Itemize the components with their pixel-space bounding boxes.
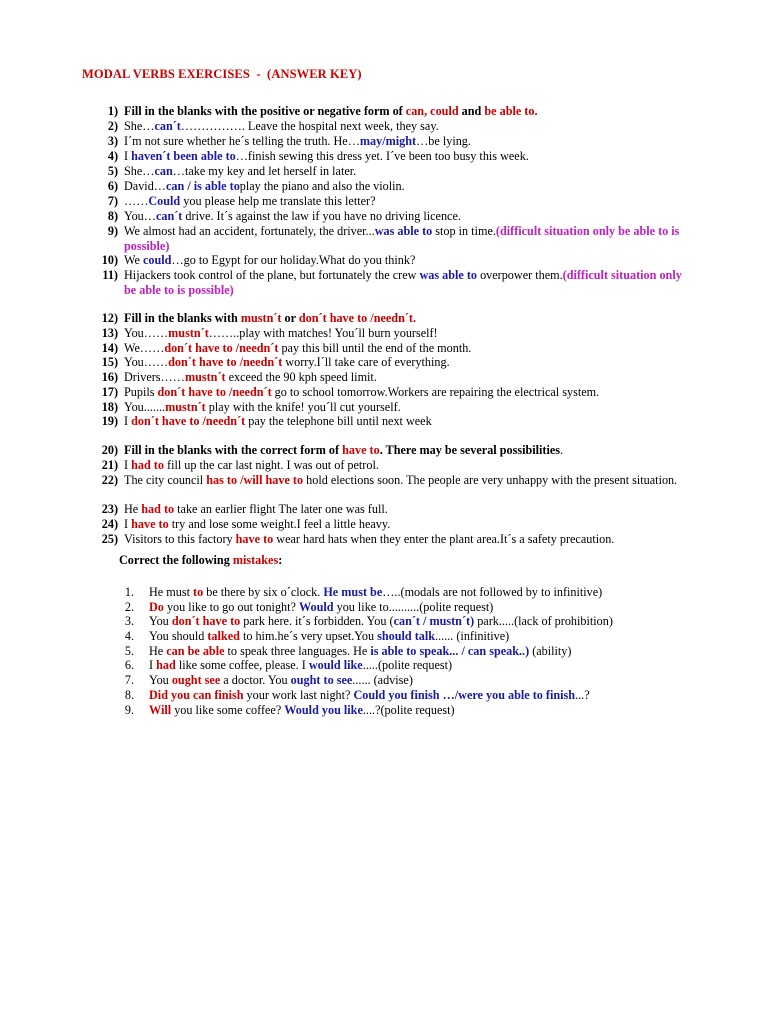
text-segment: David… <box>124 179 166 193</box>
item-number: 6) <box>107 179 118 193</box>
text-segment: mustn´t <box>168 326 209 340</box>
text-segment: park here. it´s forbidden. You ( <box>240 614 394 628</box>
text-segment: would like <box>308 658 363 672</box>
exercise-sentence <box>124 355 694 370</box>
text-segment: can, could <box>405 104 459 118</box>
exercise-sentence <box>124 370 694 385</box>
text-segment: be able to. <box>484 104 538 118</box>
item-number: 14) <box>101 341 118 355</box>
text-segment: Could <box>148 194 181 208</box>
corrections-heading <box>119 553 282 568</box>
text-segment: was able to <box>374 224 433 238</box>
text-segment: park.....(lack of prohibition) <box>474 614 613 628</box>
item-number: 9) <box>107 224 118 238</box>
exercise-sentence <box>124 517 694 532</box>
text-segment: you like to go out tonight? <box>163 600 299 614</box>
text-segment: can´t <box>155 209 183 223</box>
text-segment: was able to <box>419 268 478 282</box>
item-number: 12) <box>101 311 118 325</box>
correction-number: 1. <box>124 585 134 599</box>
exercise-sentence <box>124 253 694 268</box>
text-segment: She… <box>124 164 155 178</box>
text-segment: and <box>458 104 485 118</box>
text-segment: ought to see <box>290 673 353 687</box>
exercise-sentence <box>124 385 694 400</box>
text-segment: should talk <box>377 629 436 643</box>
correction-number: 4. <box>124 629 134 643</box>
text-segment: You…… <box>124 326 169 340</box>
text-segment: Visitors to this factory <box>124 532 236 546</box>
text-segment: don´t have to <box>171 614 241 628</box>
text-segment: .....(polite request) <box>362 658 453 672</box>
text-segment: like some coffee, please. I <box>175 658 309 672</box>
text-segment: to him.he´s very upset.You <box>239 629 378 643</box>
item-number: 13) <box>101 326 118 340</box>
text-segment: He <box>149 644 167 658</box>
correction-sentence <box>149 703 455 718</box>
text-segment: : <box>278 553 283 567</box>
text-segment: He <box>124 502 142 516</box>
correction-number: 5. <box>124 644 134 658</box>
exercise-sentence <box>124 209 694 224</box>
text-segment: drive. It´s against the law if you have no driving licence. <box>182 209 461 223</box>
text-segment: He must be <box>323 585 383 599</box>
text-segment: can´t <box>154 119 181 133</box>
text-segment: You <box>149 673 172 687</box>
text-segment: We <box>124 253 143 267</box>
exercise-sentence <box>124 179 694 194</box>
text-segment: I <box>124 458 132 472</box>
item-number: 25) <box>101 532 118 546</box>
text-segment: talked <box>207 629 240 643</box>
text-segment: to speak three languages. He <box>224 644 371 658</box>
text-segment: I <box>124 414 132 428</box>
text-segment: You <box>149 614 172 628</box>
item-number: 5) <box>107 164 118 178</box>
page-title: MODAL VERBS EXERCISES - (ANSWER KEY) <box>82 67 362 81</box>
text-segment: I <box>149 658 157 672</box>
correction-number: 6. <box>124 658 134 672</box>
item-number: 15) <box>101 355 118 369</box>
text-segment: You… <box>124 209 156 223</box>
text-segment: I <box>124 149 132 163</box>
text-segment: Fill in the blanks with the positive or negative form of <box>124 104 406 118</box>
item-number: 24) <box>101 517 118 531</box>
text-segment: mustn´t <box>184 370 226 384</box>
item-number: 2) <box>107 119 118 133</box>
text-segment: be there by six o´clock. <box>203 585 324 599</box>
exercise-sentence <box>124 400 694 415</box>
text-segment: try and lose some weight.I feel a little heavy. <box>168 517 391 531</box>
item-number: 7) <box>107 194 118 208</box>
exercise-sentence <box>124 134 694 149</box>
text-segment: had <box>156 658 176 672</box>
text-segment: (difficult situation only be able to is possible) <box>124 268 682 297</box>
exercise-sentence <box>124 104 694 119</box>
item-number: 22) <box>101 473 118 487</box>
text-segment: to <box>193 585 204 599</box>
item-number: 3) <box>107 134 118 148</box>
correction-number: 9. <box>124 703 134 717</box>
text-segment: ....?(polite request) <box>362 703 455 717</box>
text-segment: ……………. Leave the hospital next week, they say. <box>180 119 439 133</box>
correction-number: 3. <box>124 614 134 628</box>
text-segment: mustn´t <box>240 311 282 325</box>
text-segment: Fill in the blanks with the correct form of <box>124 443 343 457</box>
text-segment: don´t have to /needn´t <box>131 414 246 428</box>
text-segment: (ability) <box>529 644 572 658</box>
text-segment: I´m not sure whether he´s telling the truth. He… <box>124 134 360 148</box>
text-segment: have to <box>342 443 380 457</box>
text-segment: take an earlier flight The later one was full. <box>174 502 388 516</box>
text-segment: Fill in the blanks with <box>124 311 241 325</box>
text-segment: stop in time. <box>432 224 496 238</box>
text-segment: …go to Egypt for our holiday.What do you think? <box>171 253 416 267</box>
exercise-sentence <box>124 311 694 326</box>
text-segment: go to school tomorrow.Workers are repairing the electrical system. <box>271 385 600 399</box>
correction-sentence <box>149 688 590 703</box>
text-segment: worry.I´ll take care of everything. <box>282 355 450 369</box>
text-segment: You should <box>149 629 208 643</box>
text-segment: We…… <box>124 341 165 355</box>
text-segment: have to <box>235 532 274 546</box>
text-segment: . <box>560 443 564 457</box>
item-number: 19) <box>101 414 118 428</box>
item-number: 17) <box>101 385 118 399</box>
text-segment: Would you like <box>284 703 363 717</box>
exercise-sentence <box>124 532 694 547</box>
text-segment: don´t have to /needn´t <box>168 355 283 369</box>
text-segment: Could you finish …/were you able to finish <box>353 688 576 702</box>
text-segment: The city council <box>124 473 207 487</box>
text-segment: a doctor. You <box>220 673 291 687</box>
text-segment: have to <box>131 517 169 531</box>
exercise-sentence <box>124 341 694 356</box>
text-segment: We almost had an accident, fortunately, the driver... <box>124 224 375 238</box>
text-segment: . There may be several possibilities <box>379 443 561 457</box>
correction-number: 7. <box>124 673 134 687</box>
text-segment: could <box>142 253 172 267</box>
text-segment: don´t have to /needn´t. <box>298 311 417 325</box>
item-number: 23) <box>101 502 118 516</box>
text-segment: you like some coffee? <box>171 703 285 717</box>
text-segment: (difficult situation only be able to is possible) <box>124 224 680 253</box>
text-segment: You....... <box>124 400 166 414</box>
text-segment: you like to..........(polite request) <box>333 600 494 614</box>
text-segment: Correct the following <box>119 553 233 567</box>
exercise-sentence <box>124 414 694 429</box>
text-segment: you please help me translate this letter? <box>180 194 376 208</box>
text-segment: …be lying. <box>416 134 471 148</box>
text-segment: Did you can finish <box>149 688 244 702</box>
exercise-sentence <box>124 502 694 517</box>
text-segment: exceed the 90 kph speed limit. <box>225 370 377 384</box>
text-segment: She… <box>124 119 155 133</box>
text-segment: fill up the car last night. I was out of petrol. <box>163 458 379 472</box>
text-segment: pay this bill until the end of the month. <box>278 341 472 355</box>
text-segment: I <box>124 517 132 531</box>
text-segment: has to /will have to <box>206 473 304 487</box>
correction-sentence <box>149 600 493 615</box>
text-segment: overpower them. <box>477 268 563 282</box>
text-segment: You…… <box>124 355 169 369</box>
text-segment: Would <box>298 600 334 614</box>
exercise-sentence <box>124 224 694 253</box>
correction-number: 2. <box>124 600 134 614</box>
text-segment: ...... (advise) <box>352 673 413 687</box>
exercise-sentence <box>124 473 694 488</box>
item-number: 4) <box>107 149 118 163</box>
text-segment: mustn´t <box>165 400 206 414</box>
item-number: 20) <box>101 443 118 457</box>
correction-sentence <box>149 585 602 600</box>
item-number: 10) <box>101 253 118 267</box>
item-number: 8) <box>107 209 118 223</box>
text-segment: may/might <box>359 134 417 148</box>
text-segment: ...? <box>575 688 590 702</box>
text-segment: ……..play with matches! You´ll burn yourself! <box>208 326 438 340</box>
text-segment: don´t have to /needn´t <box>164 341 279 355</box>
correction-sentence <box>149 629 509 644</box>
item-number: 11) <box>102 268 118 282</box>
correction-number: 8. <box>124 688 134 702</box>
text-segment: haven´t been able to <box>131 149 236 163</box>
text-segment: Drivers…… <box>124 370 185 384</box>
item-number: 1) <box>107 104 118 118</box>
text-segment: He must <box>149 585 194 599</box>
text-segment: is able to speak... / can speak..) <box>370 644 530 658</box>
text-segment: Will <box>149 703 172 717</box>
item-number: 16) <box>101 370 118 384</box>
exercise-sentence <box>124 458 694 473</box>
item-number: 18) <box>101 400 118 414</box>
text-segment: can´t / mustn´t) <box>393 614 475 628</box>
exercise-sentence <box>124 326 694 341</box>
text-segment: your work last night? <box>243 688 354 702</box>
text-segment: wear hard hats when they enter the plant area.It´s a safety precaution. <box>273 532 615 546</box>
text-segment: or <box>281 311 299 325</box>
text-segment: don´t have to /needn´t <box>157 385 272 399</box>
exercise-sentence <box>124 149 694 164</box>
text-segment: …take my key and let herself in later. <box>172 164 357 178</box>
text-segment: …finish sewing this dress yet. I´ve been too busy this week. <box>235 149 529 163</box>
correction-sentence <box>149 673 413 688</box>
exercise-sentence <box>124 443 694 458</box>
text-segment: had to <box>131 458 164 472</box>
exercise-sentence <box>124 194 694 209</box>
correction-sentence <box>149 658 452 673</box>
text-segment: play with the knife! you´ll cut yourself. <box>205 400 401 414</box>
text-segment: Pupils <box>124 385 158 399</box>
exercise-sentence <box>124 164 694 179</box>
text-segment: ...... (infinitive) <box>435 629 510 643</box>
exercise-sentence <box>124 268 694 297</box>
text-segment: can be able <box>166 644 225 658</box>
text-segment: play the piano and also the violin. <box>239 179 405 193</box>
text-segment: ought see <box>171 673 221 687</box>
text-segment: hold elections soon. The people are very unhappy with the present situation. <box>303 473 678 487</box>
exercise-sentence <box>124 119 694 134</box>
text-segment: …..(modals are not followed by to infinitive) <box>382 585 603 599</box>
text-segment: mistakes <box>232 553 279 567</box>
text-segment: had to <box>141 502 175 516</box>
correction-sentence <box>149 614 613 629</box>
text-segment: Do <box>149 600 164 614</box>
text-segment: pay the telephone bill until next week <box>245 414 432 428</box>
item-number: 21) <box>101 458 118 472</box>
text-segment: can / is able to <box>165 179 240 193</box>
text-segment: Hijackers took control of the plane, but fortunately the crew <box>124 268 420 282</box>
text-segment: …… <box>124 194 149 208</box>
correction-sentence <box>149 644 571 659</box>
text-segment: can <box>154 164 173 178</box>
